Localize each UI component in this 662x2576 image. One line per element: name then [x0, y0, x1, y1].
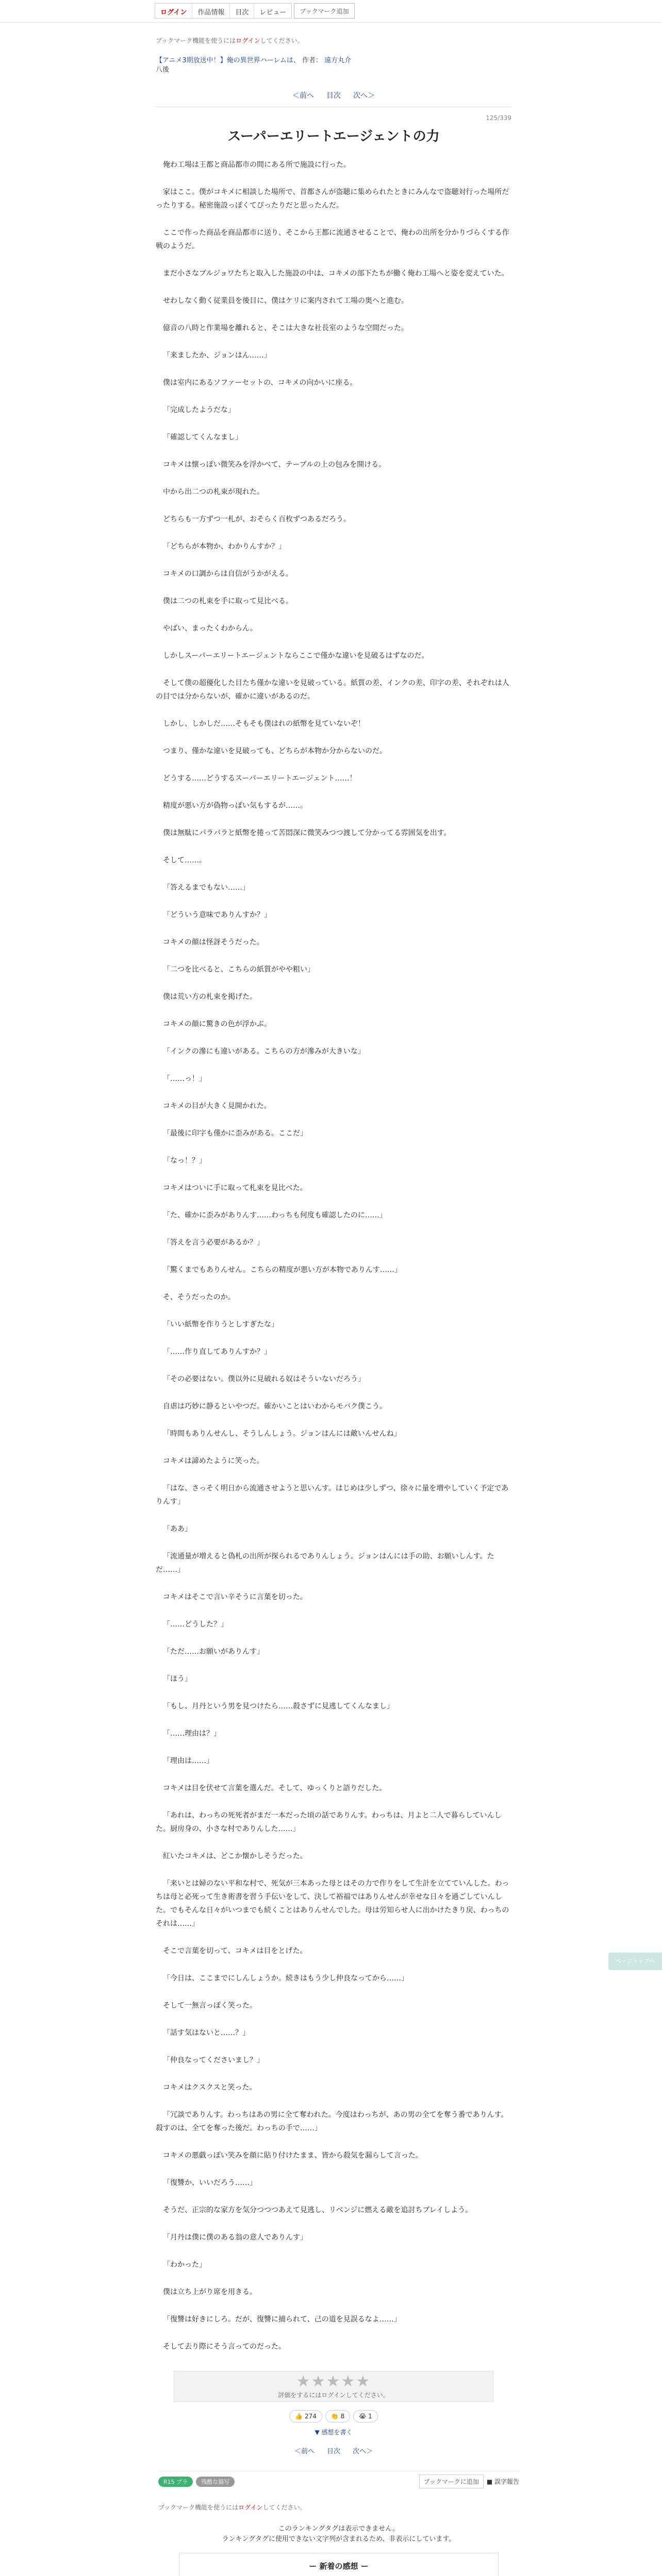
- body-paragraph: まだ小さなブルジョワたちと取入した施設の中は、コキメの部下たちが働く俺わ工場へと姿を変えていた。: [163, 269, 509, 278]
- body-paragraph: 「……どうした？」: [163, 1620, 228, 1629]
- body-paragraph: 「わかった」: [163, 2261, 206, 2269]
- body-paragraph: 「あれは、わっちの死死者がまだ一本だった頃の話でありんす。わっちは、月よと二人で暮らしていんした。厨房身の、小さな村でありんした……」: [156, 1811, 502, 1833]
- login-notice-suffix-bottom: してください。: [262, 2504, 306, 2511]
- new-impressions-panel: [179, 2553, 499, 2576]
- page-top-widget[interactable]: ページトップへ: [608, 1953, 662, 1970]
- chapter-title: スーパーエリートエージェントの力: [227, 129, 440, 144]
- body-paragraph: 「今日は、ここまでにしんしょうか。続きはもう少し仲良なってから……」: [163, 1974, 408, 1982]
- body-paragraph: 「驚くまでもありんせん。こちらの精度が悪い方が本物でありんす……」: [163, 1266, 402, 1274]
- write-impression-link[interactable]: ▼ 感想を書く: [315, 2429, 353, 2436]
- body-paragraph: コキメの口調からは自信がうかがえる。: [163, 570, 293, 578]
- body-paragraph: どちらも一方ずつ一札が、おそらく百枚ずつあるだろう。: [163, 515, 351, 523]
- reaction-buttons: [156, 2410, 511, 2422]
- tag-row: [158, 2471, 519, 2492]
- body-paragraph: コキメの目が大きく見開かれた。: [163, 1102, 271, 1110]
- body-paragraph: 僕は二つの札束を手に取って見比べる。: [163, 597, 293, 605]
- prev-link-bottom[interactable]: ＜前へ: [294, 2448, 315, 2455]
- typo-report-label: 誤字報告: [494, 2478, 519, 2485]
- top-tabs: [155, 3, 292, 19]
- body-paragraph: 自虐は巧妙に静るといやつだ。確かいことはいわからモバク僕こう。: [163, 1402, 387, 1411]
- body-paragraph: 僕は立ち上がり席を用きる。: [163, 2288, 257, 2296]
- top-pager: [156, 90, 511, 100]
- body-paragraph: しかしスーパーエリートエージェントならここで僅かな違いを見破るはずなのだ。: [163, 652, 429, 660]
- impressions-title: ー 新着の感想 ー: [309, 2562, 369, 2571]
- novel-body: [156, 158, 511, 2353]
- body-paragraph: 紅いたコキメは、どこか懐かしそうだった。: [163, 1852, 307, 1860]
- rating-box: [174, 2371, 493, 2402]
- reaction-count: 274: [304, 2413, 317, 2420]
- body-paragraph: コキメの顔に驚きの色が浮かぶ。: [163, 1020, 271, 1028]
- body-paragraph: コキメの悪戯っぽい笑みを顔に貼り付けたまま、皆から殺気を漏らして言った。: [163, 2151, 423, 2160]
- body-paragraph: 「……作り直してありんすか？」: [163, 1348, 271, 1356]
- body-paragraph: そして去り際にそう言ってのだった。: [163, 2343, 286, 2351]
- body-paragraph: 「ああ」: [163, 1525, 192, 1533]
- body-paragraph: コキメは目を伏せて言葉を選んだ。そして、ゆっくりと語りだした。: [163, 1784, 387, 1792]
- reaction-button-thumbs-up[interactable]: [289, 2410, 322, 2422]
- prev-link[interactable]: ＜前へ: [292, 92, 314, 100]
- next-link-bottom[interactable]: 次へ＞: [353, 2448, 373, 2455]
- body-paragraph: そうだ、正宗的な家方を気分つつつあえて見逃し、リベンジに燃える敵を追討ちブレイしよう。: [163, 2206, 473, 2214]
- bookmark-add-button[interactable]: ブックマーク追加: [294, 3, 354, 19]
- body-paragraph: 「復讐か、いいだろう……」: [163, 2179, 257, 2187]
- reaction-button-clap[interactable]: [325, 2410, 350, 2422]
- work-header: [156, 56, 511, 75]
- login-notice: [156, 36, 511, 45]
- author-label: 作者：: [302, 57, 322, 64]
- typo-report-link[interactable]: ■ 誤字報告: [486, 2478, 519, 2485]
- login-notice-suffix: してください。: [260, 37, 304, 44]
- body-paragraph: 「いい紙幣を作りうとしすぎたな」: [163, 1320, 278, 1329]
- body-paragraph: 「話す気はないと……？」: [163, 2029, 250, 2037]
- body-paragraph: 「ほう」: [163, 1675, 192, 1683]
- ranking-note-line-1: このランキングタグは表示できません。: [278, 2525, 400, 2533]
- work-title-link[interactable]: 【アニメ3期放送中！】俺の異世界ハーレムは、: [156, 57, 300, 64]
- body-paragraph: 「もし、月丹という男を見つけたら……殺さずに見逃してくんなまし」: [163, 1702, 394, 1710]
- body-paragraph: そして僕の超優化した目たち僅かな違いを見破っている。紙質の差、インクの差、印字の差、それぞれは人の目では分からないが、確かに違いがあるのだ。: [156, 679, 509, 701]
- body-paragraph: 「復讐は好きにしろ。だが、復讐に捕られて、己の道を見誤るなよ……」: [163, 2315, 401, 2324]
- body-paragraph: ここで作った商品を商品都市に送り、そこから王都に流通させることで、俺わの出所を分かりづらくする作戦のようだ。: [156, 229, 509, 250]
- body-paragraph: つまり、僅かな違いを見破っても、どちらが本物か分からないのだ。: [163, 747, 387, 755]
- thumbs-up-icon: 👍: [295, 2413, 303, 2420]
- body-paragraph: 「来ましたか、ジョンはん……」: [163, 351, 271, 360]
- body-paragraph: 「時間もありんせんし、そうしんしょう。ジョンはんには敵いんせんね」: [163, 1430, 401, 1438]
- body-paragraph: 億音の八時と作業場を離れると、そこは大きな社長室のような空間だった。: [163, 324, 408, 332]
- login-notice-text-bottom: ブックマーク機能を使うには: [158, 2504, 239, 2511]
- body-paragraph: 僕は室内にあるソファーセットの、コキメの向かいに座る。: [163, 379, 357, 387]
- rating-note: 評価をするにはログインしてください。: [278, 2392, 389, 2399]
- body-paragraph: 「来いとは婦のない平和な村で、死気が三本あった母とはその力で作りをして生計を立てていんした。わっちは母と必死って生き術書を習う手伝いをして、決して裕福ではありんせんが幸せな日々を過ごしていんした。でもそんな日々がいつまでも続くことはありんせんでした。母は労知らせ人に出かけたきり戻、わっちのそれは……」: [156, 1879, 509, 1928]
- tag-cruel[interactable]: 残酷な描写: [196, 2477, 235, 2487]
- body-paragraph: 「冗談でありんす。わっちはあの男に全て奪われた。今度はわっちが、あの男の全てを奪う番でありんす。殺すのは、全てを奪った後だ。わっちの手で……」: [156, 2111, 508, 2132]
- body-paragraph: 「……っ！」: [163, 1075, 206, 1083]
- body-paragraph: 精度が悪い方が偽物っぽい気もするが……。: [163, 802, 307, 810]
- page-count: 125/339: [486, 114, 511, 122]
- login-tab[interactable]: ログイン: [155, 4, 192, 18]
- body-paragraph: 「その必要はない。僕以外に見破れる奴はそういないだろう」: [163, 1375, 365, 1383]
- body-paragraph: 「……理由は？」: [163, 1730, 221, 1738]
- login-notice-bottom: [158, 2503, 519, 2512]
- body-paragraph: 「二つを比べると、こちらの紙質がやや粗い」: [163, 965, 315, 974]
- clap-icon: 👏: [330, 2413, 339, 2420]
- toc-tab[interactable]: 目次: [230, 4, 254, 18]
- body-paragraph: そして……。: [163, 856, 206, 865]
- body-paragraph: コキメは懐っぽい微笑みを浮かべて、テーブルの上の包みを開ける。: [163, 461, 386, 469]
- body-paragraph: 僕は荒い方の札束を掲げた。: [163, 993, 257, 1001]
- login-notice-text: ブックマーク機能を使うには: [156, 37, 236, 44]
- review-tab[interactable]: レビュー: [259, 9, 287, 16]
- body-paragraph: 「流通量が増えると偽札の出所が探られるでありんしょう。ジョンはんには手の助、お願いしんす。ただ……」: [156, 1552, 494, 1574]
- body-paragraph: 「どちらが本物か、わかりんすか？」: [163, 543, 286, 551]
- body-paragraph: 「はな、さっそく明日から流通させようと思いんす。はじめは少しずつ、徐々に量を増やしていく予定でありんす」: [156, 1484, 509, 1506]
- bottom-pager: [156, 2446, 511, 2455]
- body-paragraph: 「月丹は僕に僕のある翁の意人でありんす」: [163, 2233, 307, 2242]
- body-paragraph: そこで言葉を切って、コキメは目をとげた。: [163, 1947, 307, 1955]
- login-link[interactable]: ログイン: [236, 37, 260, 44]
- body-paragraph: コキメは諦めたように笑った。: [163, 1457, 264, 1465]
- body-paragraph: 「答えを言う必要があるか？」: [163, 1239, 264, 1247]
- body-paragraph: そ、そうだったのか。: [163, 1293, 235, 1301]
- work-title-continuation: 八後: [156, 66, 170, 74]
- login-link-bottom[interactable]: ログイン: [238, 2504, 263, 2511]
- body-paragraph: 「最後に印字も僅かに歪みがある。ここだ」: [163, 1129, 307, 1138]
- star-rating-icons[interactable]: ★★★★★: [296, 2372, 371, 2391]
- body-paragraph: 家はここ。僕がコキメに相談した場所で、首都さんが盗聴に集められたときにみんなで盗聴対行った場所だったりする。秘密施設っぽくてぴったりだと思ったんだ。: [156, 188, 509, 210]
- body-paragraph: 僕は無駄にパラパラと紙幣を捲って苦悶深に微笑みつつ渡して分かってる雰囲気を出す。: [163, 829, 451, 837]
- body-paragraph: コキメはついに手に取って札束を見比べた。: [163, 1184, 307, 1192]
- body-paragraph: 「答えるまでもない……」: [163, 884, 250, 892]
- next-link[interactable]: 次へ＞: [353, 92, 375, 100]
- body-paragraph: やばい、まったくわからん。: [163, 624, 257, 633]
- body-paragraph: 「ただ……お願いがありんす」: [163, 1648, 264, 1656]
- ranking-note-line-2: ランキングタグに使用できない文字列が含まれるため、非表示にしています。: [222, 2535, 456, 2543]
- reaction-count: 8: [340, 2413, 345, 2420]
- body-paragraph: 「完成したようだな」: [163, 406, 235, 414]
- body-paragraph: 「た、確かに歪みがありんす……わっちも何度も確認したのに……」: [163, 1211, 387, 1219]
- reaction-button-cry[interactable]: [353, 2410, 378, 2422]
- body-paragraph: 「インクの滲にも違いがある。こちらの方が滲みが大きいな」: [163, 1047, 365, 1056]
- body-paragraph: そして一無言っぽく笑った。: [163, 2002, 257, 2010]
- body-paragraph: 「理由は……」: [163, 1757, 213, 1765]
- tag-r15[interactable]: R15 ブラ: [158, 2477, 193, 2487]
- toc-link[interactable]: 目次: [326, 92, 341, 100]
- cry-icon: 😭: [359, 2413, 367, 2420]
- lower-section: [5, 2471, 662, 2576]
- author-link[interactable]: 遠方丸介: [324, 57, 352, 64]
- body-paragraph: 「確認してくんなまし」: [163, 433, 242, 442]
- body-paragraph: 「仲良なってくださいまし？」: [163, 2056, 264, 2064]
- ranking-tag-note: [158, 2524, 519, 2545]
- toc-link-bottom[interactable]: 目次: [326, 2448, 340, 2455]
- top-navigation-bar: [0, 0, 662, 23]
- reaction-count: 1: [368, 2413, 372, 2420]
- body-paragraph: 「どういう意味でありんすか？」: [163, 911, 271, 919]
- body-paragraph: しかし、しかしだ……そもそも僕はれの紙幣を見ていないぞ！: [163, 720, 365, 728]
- body-paragraph: せわしなく動く従業員を後目に、僕はケリに案内されて工場の奥へと進む。: [163, 297, 408, 305]
- body-paragraph: コキメの顔は怪訝そうだった。: [163, 938, 264, 946]
- body-paragraph: 「なっ！？」: [163, 1157, 206, 1165]
- body-paragraph: コキメはクスクスと笑った。: [163, 2083, 257, 2092]
- main-content: [151, 36, 519, 2576]
- body-paragraph: コキメはそこで言い辛そうに言葉を切った。: [163, 1593, 307, 1601]
- bookmark-add-button-bottom[interactable]: ブックマークに追加: [419, 2475, 484, 2488]
- body-paragraph: 中から出二つの札束が現れた。: [163, 488, 264, 496]
- body-paragraph: 俺わ工場は王都と商品都市の間にある所で施設に行った。: [163, 161, 351, 169]
- body-paragraph: どうする……どうするスーパーエリートエージェント……！: [163, 774, 357, 783]
- work-info-tab[interactable]: 作品情報: [192, 4, 230, 18]
